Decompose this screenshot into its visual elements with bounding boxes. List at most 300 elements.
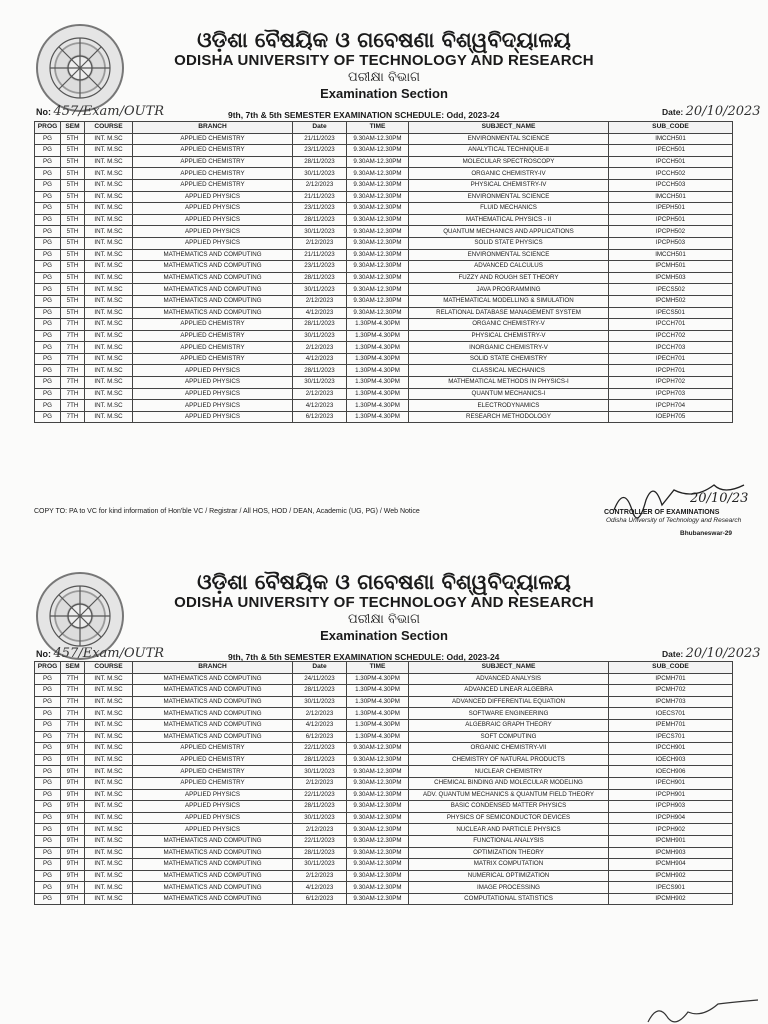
table-row: [35, 789, 733, 801]
table-cell: 9TH: [61, 835, 85, 847]
table-cell: IPCPH901: [609, 789, 733, 801]
table-cell: SOFT COMPUTING: [409, 731, 609, 743]
table-cell: 7TH: [61, 330, 85, 342]
table-cell: 9TH: [61, 824, 85, 836]
table-cell: APPLIED CHEMISTRY: [133, 319, 293, 331]
table-cell: 5TH: [61, 261, 85, 273]
table-cell: PG: [35, 893, 61, 905]
table-cell: IOECH903: [609, 754, 733, 766]
table-cell: PG: [35, 179, 61, 191]
table-cell: PG: [35, 342, 61, 354]
table-cell: 30/11/2023: [293, 226, 347, 238]
table-cell: APPLIED CHEMISTRY: [133, 168, 293, 180]
table-cell: PG: [35, 237, 61, 249]
table-cell: JAVA PROGRAMMING: [409, 284, 609, 296]
table-cell: INT. M.SC: [85, 377, 133, 389]
table-cell: 4/12/2023: [293, 719, 347, 731]
table-row: [35, 411, 733, 423]
table-cell: 28/11/2023: [293, 685, 347, 697]
column-header: SUBJECT_NAME: [409, 122, 609, 134]
table-row: [35, 754, 733, 766]
table-cell: 5TH: [61, 249, 85, 261]
table-cell: INT. M.SC: [85, 859, 133, 871]
table-row: [35, 226, 733, 238]
table-cell: IPCPH501: [609, 214, 733, 226]
table-cell: APPLIED CHEMISTRY: [133, 179, 293, 191]
table-cell: 7TH: [61, 696, 85, 708]
table-cell: IPCMH703: [609, 696, 733, 708]
table-cell: IPECS501: [609, 307, 733, 319]
table-cell: IOEPH705: [609, 411, 733, 423]
table-cell: PG: [35, 284, 61, 296]
table-cell: 9TH: [61, 859, 85, 871]
table-row: [35, 377, 733, 389]
table-cell: 1.30PM-4.30PM: [347, 388, 409, 400]
table-cell: NUCLEAR CHEMISTRY: [409, 766, 609, 778]
table-cell: APPLIED CHEMISTRY: [133, 330, 293, 342]
table-cell: ENVIRONMENTAL SCIENCE: [409, 133, 609, 145]
table-cell: PHYSICS OF SEMICONDUCTOR DEVICES: [409, 812, 609, 824]
table-cell: 9.30AM-12.30PM: [347, 743, 409, 755]
table-cell: SOLID STATE CHEMISTRY: [409, 353, 609, 365]
table-cell: IPCMH501: [609, 261, 733, 273]
table-cell: INT. M.SC: [85, 754, 133, 766]
table-cell: PG: [35, 156, 61, 168]
table-cell: IPCPH904: [609, 812, 733, 824]
table-cell: APPLIED PHYSICS: [133, 226, 293, 238]
table-row: [35, 731, 733, 743]
table-cell: 21/11/2023: [293, 133, 347, 145]
table-cell: INT. M.SC: [85, 226, 133, 238]
table-row: [35, 673, 733, 685]
table-cell: MATHEMATICAL PHYSICS - II: [409, 214, 609, 226]
table-row: [35, 284, 733, 296]
table-cell: MATHEMATICS AND COMPUTING: [133, 696, 293, 708]
column-header: BRANCH: [133, 122, 293, 134]
table-cell: 24/11/2023: [293, 673, 347, 685]
table-row: [35, 893, 733, 905]
table-cell: 9.30AM-12.30PM: [347, 801, 409, 813]
table-row: [35, 708, 733, 720]
table-cell: IPEMH701: [609, 719, 733, 731]
schedule-table-2: [34, 661, 733, 905]
table-cell: IPCPH502: [609, 226, 733, 238]
table-cell: PG: [35, 411, 61, 423]
table-cell: PG: [35, 754, 61, 766]
table-cell: INT. M.SC: [85, 295, 133, 307]
table-cell: APPLIED CHEMISTRY: [133, 353, 293, 365]
table-cell: 9.30AM-12.30PM: [347, 179, 409, 191]
table-cell: 9TH: [61, 777, 85, 789]
table-cell: MATHEMATICS AND COMPUTING: [133, 847, 293, 859]
table-cell: INT. M.SC: [85, 388, 133, 400]
table-cell: 9.30AM-12.30PM: [347, 249, 409, 261]
table-cell: 28/11/2023: [293, 847, 347, 859]
table-cell: 5TH: [61, 145, 85, 157]
table-cell: 9.30AM-12.30PM: [347, 870, 409, 882]
table-cell: 9TH: [61, 766, 85, 778]
table-cell: 1.30PM-4.30PM: [347, 685, 409, 697]
table-cell: APPLIED PHYSICS: [133, 824, 293, 836]
table-cell: APPLIED PHYSICS: [133, 365, 293, 377]
table-cell: IPECH501: [609, 145, 733, 157]
signatory-place: Bhubaneswar-29: [680, 530, 733, 537]
table-cell: 30/11/2023: [293, 859, 347, 871]
table-cell: PG: [35, 731, 61, 743]
issue-date: Date: 20/10/2023: [662, 104, 761, 119]
table-cell: 9.30AM-12.30PM: [347, 847, 409, 859]
table-cell: MATHEMATICS AND COMPUTING: [133, 307, 293, 319]
table-cell: 9.30AM-12.30PM: [347, 203, 409, 215]
table-cell: PG: [35, 789, 61, 801]
table-row: [35, 353, 733, 365]
table-cell: INT. M.SC: [85, 882, 133, 894]
table-cell: PG: [35, 882, 61, 894]
reference-number-value: 457/Exam/OUTR: [53, 646, 165, 661]
table-cell: PG: [35, 859, 61, 871]
table-cell: PG: [35, 696, 61, 708]
table-cell: 1.30PM-4.30PM: [347, 400, 409, 412]
table-cell: 9.30AM-12.30PM: [347, 835, 409, 847]
table-cell: 6/12/2023: [293, 731, 347, 743]
table-cell: IPCMH902: [609, 870, 733, 882]
table-cell: IPCPH503: [609, 237, 733, 249]
schedule-title: 9th, 7th & 5th SEMESTER EXAMINATION SCHEDULE: Odd, 2023-24: [228, 110, 500, 120]
table-cell: MATHEMATICS AND COMPUTING: [133, 249, 293, 261]
table-cell: 5TH: [61, 133, 85, 145]
column-header: SUBJECT_NAME: [409, 662, 609, 674]
table-cell: 5TH: [61, 237, 85, 249]
table-cell: 22/11/2023: [293, 789, 347, 801]
table-cell: CHEMICAL BINDING AND MOLECULAR MODELING: [409, 777, 609, 789]
table-cell: 28/11/2023: [293, 754, 347, 766]
table-cell: IPECS701: [609, 731, 733, 743]
table-cell: MATHEMATICAL MODELLING & SIMULATION: [409, 295, 609, 307]
table-cell: 5TH: [61, 203, 85, 215]
table-cell: PG: [35, 272, 61, 284]
table-cell: INT. M.SC: [85, 214, 133, 226]
table-cell: INT. M.SC: [85, 353, 133, 365]
table-cell: IPCPH701: [609, 365, 733, 377]
table-cell: 9.30AM-12.30PM: [347, 168, 409, 180]
table-cell: INT. M.SC: [85, 365, 133, 377]
table-cell: INT. M.SC: [85, 696, 133, 708]
table-cell: 5TH: [61, 307, 85, 319]
table-cell: 9.30AM-12.30PM: [347, 214, 409, 226]
table-cell: PG: [35, 133, 61, 145]
table-cell: 9.30AM-12.30PM: [347, 777, 409, 789]
reference-number: No: 457/Exam/OUTR: [36, 646, 165, 661]
column-header: SEM: [61, 662, 85, 674]
table-cell: MATHEMATICS AND COMPUTING: [133, 295, 293, 307]
table-cell: 7TH: [61, 319, 85, 331]
table-cell: 2/12/2023: [293, 237, 347, 249]
table-row: [35, 168, 733, 180]
table-cell: PG: [35, 777, 61, 789]
odia-university-title: ଓଡ଼ିଶା ବୈଷୟିକ ଓ ଗବେଷଣା ବିଶ୍ୱବିଦ୍ୟାଳୟ: [197, 570, 571, 594]
table-cell: 1.30PM-4.30PM: [347, 330, 409, 342]
table-row: [35, 330, 733, 342]
table-cell: 30/11/2023: [293, 377, 347, 389]
table-cell: INT. M.SC: [85, 824, 133, 836]
table-cell: 7TH: [61, 685, 85, 697]
table-cell: 5TH: [61, 168, 85, 180]
odia-university-title: ଓଡ଼ିଶା ବୈଷୟିକ ଓ ଗବେଷଣା ବିଶ୍ୱବିଦ୍ୟାଳୟ: [197, 28, 571, 52]
table-cell: MATHEMATICS AND COMPUTING: [133, 893, 293, 905]
table-cell: PG: [35, 353, 61, 365]
table-cell: 9.30AM-12.30PM: [347, 307, 409, 319]
table-cell: APPLIED PHYSICS: [133, 411, 293, 423]
column-header: SEM: [61, 122, 85, 134]
table-cell: IPCMH702: [609, 685, 733, 697]
table-cell: APPLIED CHEMISTRY: [133, 754, 293, 766]
table-cell: 23/11/2023: [293, 261, 347, 273]
table-cell: 2/12/2023: [293, 342, 347, 354]
column-header: SUB_CODE: [609, 122, 733, 134]
table-header-row: [35, 662, 733, 674]
table-cell: 9.30AM-12.30PM: [347, 156, 409, 168]
table-cell: INT. M.SC: [85, 319, 133, 331]
table-cell: IPCPH702: [609, 377, 733, 389]
table-cell: 2/12/2023: [293, 295, 347, 307]
table-cell: INT. M.SC: [85, 777, 133, 789]
table-cell: OPTIMIZATION THEORY: [409, 847, 609, 859]
table-cell: IPCPH704: [609, 400, 733, 412]
table-cell: 2/12/2023: [293, 824, 347, 836]
table-cell: IPCCH701: [609, 319, 733, 331]
table-cell: 1.30PM-4.30PM: [347, 719, 409, 731]
table-cell: ORGANIC CHEMISTRY-IV: [409, 168, 609, 180]
table-cell: INT. M.SC: [85, 719, 133, 731]
table-cell: 28/11/2023: [293, 272, 347, 284]
table-cell: APPLIED PHYSICS: [133, 812, 293, 824]
table-cell: INT. M.SC: [85, 249, 133, 261]
table-cell: IPCCH901: [609, 743, 733, 755]
table-cell: IPCCH703: [609, 342, 733, 354]
table-cell: IPCMH503: [609, 272, 733, 284]
table-cell: PG: [35, 743, 61, 755]
table-cell: PG: [35, 801, 61, 813]
table-cell: 9.30AM-12.30PM: [347, 133, 409, 145]
table-cell: 30/11/2023: [293, 696, 347, 708]
table-cell: 6/12/2023: [293, 893, 347, 905]
table-cell: 21/11/2023: [293, 249, 347, 261]
table-cell: MATRIX COMPUTATION: [409, 859, 609, 871]
table-cell: PG: [35, 319, 61, 331]
table-cell: 9.30AM-12.30PM: [347, 295, 409, 307]
table-cell: APPLIED PHYSICS: [133, 191, 293, 203]
table-cell: MATHEMATICS AND COMPUTING: [133, 835, 293, 847]
table-cell: INT. M.SC: [85, 743, 133, 755]
table-cell: 9TH: [61, 893, 85, 905]
table-cell: APPLIED CHEMISTRY: [133, 766, 293, 778]
table-cell: IPECH701: [609, 353, 733, 365]
table-cell: INT. M.SC: [85, 685, 133, 697]
table-cell: PG: [35, 168, 61, 180]
column-header: SUB_CODE: [609, 662, 733, 674]
issue-date-value: 20/10/2023: [685, 104, 761, 119]
table-cell: PG: [35, 365, 61, 377]
table-cell: INT. M.SC: [85, 284, 133, 296]
table-cell: MATHEMATICS AND COMPUTING: [133, 719, 293, 731]
table-cell: PG: [35, 708, 61, 720]
table-cell: INT. M.SC: [85, 400, 133, 412]
table-cell: 9.30AM-12.30PM: [347, 145, 409, 157]
table-cell: 7TH: [61, 353, 85, 365]
table-row: [35, 859, 733, 871]
table-row: [35, 766, 733, 778]
table-cell: 9.30AM-12.30PM: [347, 812, 409, 824]
column-header: Date: [293, 122, 347, 134]
table-cell: PG: [35, 812, 61, 824]
table-cell: PG: [35, 835, 61, 847]
table-cell: PG: [35, 870, 61, 882]
table-cell: 9.30AM-12.30PM: [347, 237, 409, 249]
table-cell: PG: [35, 847, 61, 859]
table-cell: 9.30AM-12.30PM: [347, 789, 409, 801]
table-cell: 4/12/2023: [293, 353, 347, 365]
table-cell: FUZZY AND ROUGH SET THEORY: [409, 272, 609, 284]
schedule-table-1: [34, 121, 733, 423]
table-cell: INT. M.SC: [85, 203, 133, 215]
table-cell: IPECS502: [609, 284, 733, 296]
odia-section-title: ପରୀକ୍ଷା ବିଭାଗ: [347, 612, 421, 627]
table-cell: INORGANIC CHEMISTRY-V: [409, 342, 609, 354]
table-cell: 30/11/2023: [293, 812, 347, 824]
table-cell: IPEPH501: [609, 203, 733, 215]
table-cell: INT. M.SC: [85, 411, 133, 423]
table-cell: 1.30PM-4.30PM: [347, 365, 409, 377]
table-cell: IPECS901: [609, 882, 733, 894]
table-cell: 28/11/2023: [293, 319, 347, 331]
table-cell: INT. M.SC: [85, 261, 133, 273]
table-cell: PG: [35, 377, 61, 389]
table-cell: 9TH: [61, 882, 85, 894]
table-cell: PG: [35, 191, 61, 203]
table-cell: PG: [35, 307, 61, 319]
column-header: TIME: [347, 122, 409, 134]
table-row: [35, 365, 733, 377]
table-cell: 1.30PM-4.30PM: [347, 411, 409, 423]
table-cell: IPECH901: [609, 777, 733, 789]
table-cell: 1.30PM-4.30PM: [347, 353, 409, 365]
table-cell: 1.30PM-4.30PM: [347, 319, 409, 331]
table-cell: MATHEMATICS AND COMPUTING: [133, 870, 293, 882]
table-row: [35, 342, 733, 354]
table-cell: APPLIED PHYSICS: [133, 400, 293, 412]
table-cell: 7TH: [61, 731, 85, 743]
table-cell: PG: [35, 226, 61, 238]
table-cell: 23/11/2023: [293, 203, 347, 215]
table-cell: IOECH906: [609, 766, 733, 778]
table-cell: 2/12/2023: [293, 870, 347, 882]
table-cell: 22/11/2023: [293, 743, 347, 755]
table-cell: 1.30PM-4.30PM: [347, 342, 409, 354]
table-cell: INT. M.SC: [85, 342, 133, 354]
table-cell: PG: [35, 145, 61, 157]
table-cell: 7TH: [61, 388, 85, 400]
table-row: [35, 249, 733, 261]
table-cell: 1.30PM-4.30PM: [347, 696, 409, 708]
table-row: [35, 743, 733, 755]
table-row: [35, 156, 733, 168]
table-cell: MATHEMATICS AND COMPUTING: [133, 731, 293, 743]
table-cell: INT. M.SC: [85, 847, 133, 859]
table-cell: INT. M.SC: [85, 156, 133, 168]
table-cell: PG: [35, 673, 61, 685]
table-cell: COMPUTATIONAL STATISTICS: [409, 893, 609, 905]
bottom-signature-fragment: [640, 994, 768, 1024]
table-cell: IMCCH501: [609, 249, 733, 261]
table-cell: IMAGE PROCESSING: [409, 882, 609, 894]
table-cell: 9.30AM-12.30PM: [347, 191, 409, 203]
table-cell: 1.30PM-4.30PM: [347, 673, 409, 685]
table-cell: SOLID STATE PHYSICS: [409, 237, 609, 249]
table-cell: 5TH: [61, 179, 85, 191]
university-title: ODISHA UNIVERSITY OF TECHNOLOGY AND RESEARCH: [174, 52, 594, 69]
table-cell: ELECTRODYNAMICS: [409, 400, 609, 412]
table-cell: ADV. QUANTUM MECHANICS & QUANTUM FIELD THEORY: [409, 789, 609, 801]
column-header: Date: [293, 662, 347, 674]
table-cell: 4/12/2023: [293, 400, 347, 412]
table-cell: APPLIED PHYSICS: [133, 789, 293, 801]
table-cell: FUNCTIONAL ANALYSIS: [409, 835, 609, 847]
table-cell: 21/11/2023: [293, 191, 347, 203]
table-cell: PG: [35, 719, 61, 731]
column-header: TIME: [347, 662, 409, 674]
table-cell: 28/11/2023: [293, 214, 347, 226]
table-cell: PG: [35, 685, 61, 697]
table-cell: 2/12/2023: [293, 777, 347, 789]
table-cell: 7TH: [61, 708, 85, 720]
table-cell: 9.30AM-12.30PM: [347, 766, 409, 778]
table-cell: INT. M.SC: [85, 870, 133, 882]
section-title: Examination Section: [320, 86, 448, 101]
table-cell: SOFTWARE ENGINEERING: [409, 708, 609, 720]
table-cell: INT. M.SC: [85, 766, 133, 778]
table-cell: PHYSICAL CHEMISTRY-IV: [409, 179, 609, 191]
table-cell: ADVANCED DIFFERENTIAL EQUATION: [409, 696, 609, 708]
table-cell: 9TH: [61, 812, 85, 824]
table-cell: 5TH: [61, 214, 85, 226]
table-cell: IPCMH902: [609, 893, 733, 905]
table-cell: 7TH: [61, 400, 85, 412]
table-cell: 4/12/2023: [293, 307, 347, 319]
table-cell: INT. M.SC: [85, 330, 133, 342]
table-row: [35, 696, 733, 708]
table-row: [35, 685, 733, 697]
table-cell: ENVIRONMENTAL SCIENCE: [409, 191, 609, 203]
column-header: PROG: [35, 122, 61, 134]
table-row: [35, 812, 733, 824]
table-row: [35, 261, 733, 273]
table-cell: 22/11/2023: [293, 835, 347, 847]
table-cell: IPCCH501: [609, 156, 733, 168]
table-cell: PG: [35, 824, 61, 836]
table-cell: 7TH: [61, 411, 85, 423]
table-cell: PG: [35, 330, 61, 342]
table-cell: IPCMH901: [609, 835, 733, 847]
table-row: [35, 870, 733, 882]
table-cell: MATHEMATICAL METHODS IN PHYSICS-I: [409, 377, 609, 389]
table-row: [35, 388, 733, 400]
signatory-organization: Odisha University of Technology and Research: [606, 517, 742, 524]
column-header: PROG: [35, 662, 61, 674]
table-cell: IMCCH501: [609, 133, 733, 145]
table-cell: 9.30AM-12.30PM: [347, 754, 409, 766]
table-cell: QUANTUM MECHANICS-I: [409, 388, 609, 400]
section-title: Examination Section: [320, 628, 448, 643]
